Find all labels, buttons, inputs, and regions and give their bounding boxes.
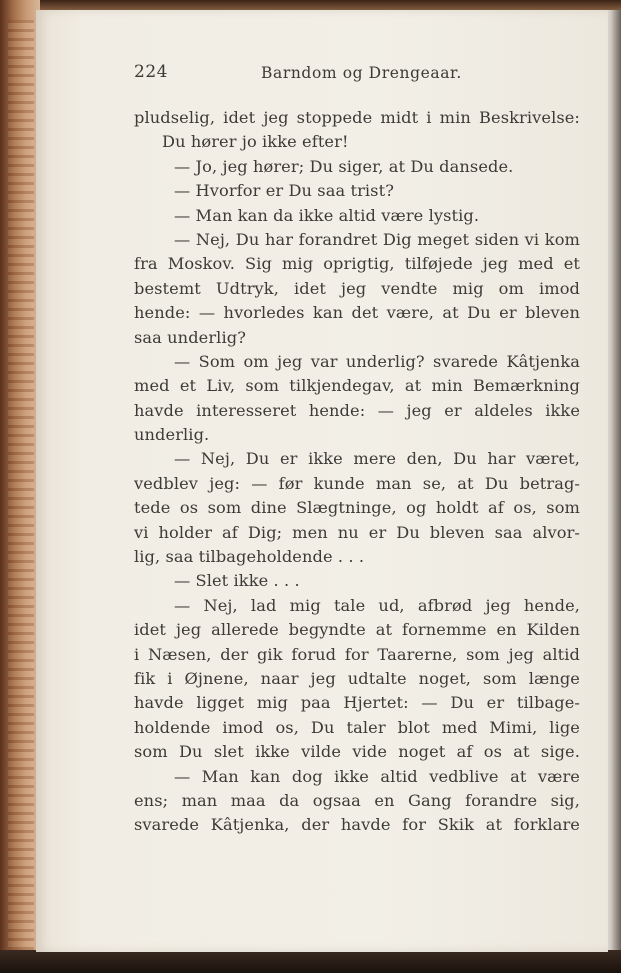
text-line: underlig. [134,425,210,445]
text-line: vedblev jeg: — før kunde man se, at Du betrag- [134,473,580,493]
text-line: havde ligget mig paa Hjertet: — Du er tilbage- [134,693,580,713]
page-number: 224 [134,62,168,82]
text-line: saa underlig? [134,327,246,347]
text-line: — Jo, jeg hører; Du siger, at Du dansede. [174,156,514,176]
text-line: — Hvorfor er Du saa trist? [174,181,394,201]
text-line: tede os som dine Slægtninge, og holdt af os, som [134,498,580,518]
running-head: Barndom og Drengeaar. [261,64,462,82]
book-bottom-edge [0,950,621,973]
text-line: — Slet ikke . . . [174,571,300,591]
body-text [134,106,580,838]
text-line: idet jeg allerede begyndte at fornemme en Kilden [134,620,580,640]
text-line: lig, saa tilbageholdende . . . [134,547,365,567]
text-line: med et Liv, som tilkjendegav, at min Bemærkning [134,376,580,396]
text-line: — Man kan dog ikke altid vedblive at være [174,766,580,786]
text-line: fik i Øjnene, naar jeg udtalte noget, som længe [134,668,580,688]
book-spine [0,0,40,973]
text-line: — Nej, lad mig tale ud, afbrød jeg hende, [174,595,580,615]
text-line: ens; man maa da ogsaa en Gang forandre sig, [134,790,580,810]
text-line: — Man kan da ikke altid være lystig. [174,205,480,225]
page-header [134,62,582,88]
text-line: pludselig, idet jeg stoppede midt i min Beskrivelse: [134,108,580,127]
text-line: — Nej, Du er ikke mere den, Du har været, [174,449,580,469]
text-line: fra Moskov. Sig mig oprigtig, tilføjede jeg med et [134,254,580,274]
text-line: som Du slet ikke vilde vide noget af os at sige. [134,742,580,762]
text-line: bestemt Udtryk, idet jeg vendte mig om imod [134,278,580,298]
text-line: havde interesseret hende: — jeg er aldeles ikke [134,400,580,420]
text-line: svarede Kâtjenka, der havde for Skik at forklare [134,815,580,835]
text-line: vi holder af Dig; men nu er Du bleven saa alvor- [134,522,580,542]
text-line: hende: — hvorledes kan det være, at Du er bleven [134,303,580,323]
text-line: — Nej, Du har forandret Dig meget siden vi kom [174,229,580,249]
text-line: holdende imod os, Du taler blot med Mimi, lige [134,717,580,737]
text-line: i Næsen, der gik forud for Taarerne, som jeg altid [134,644,580,664]
text-line: — Som om jeg var underlig? svarede Kâtjenka [174,351,580,371]
spine-texture [8,20,34,950]
text-line: Du hører jo ikke efter! [162,132,349,152]
